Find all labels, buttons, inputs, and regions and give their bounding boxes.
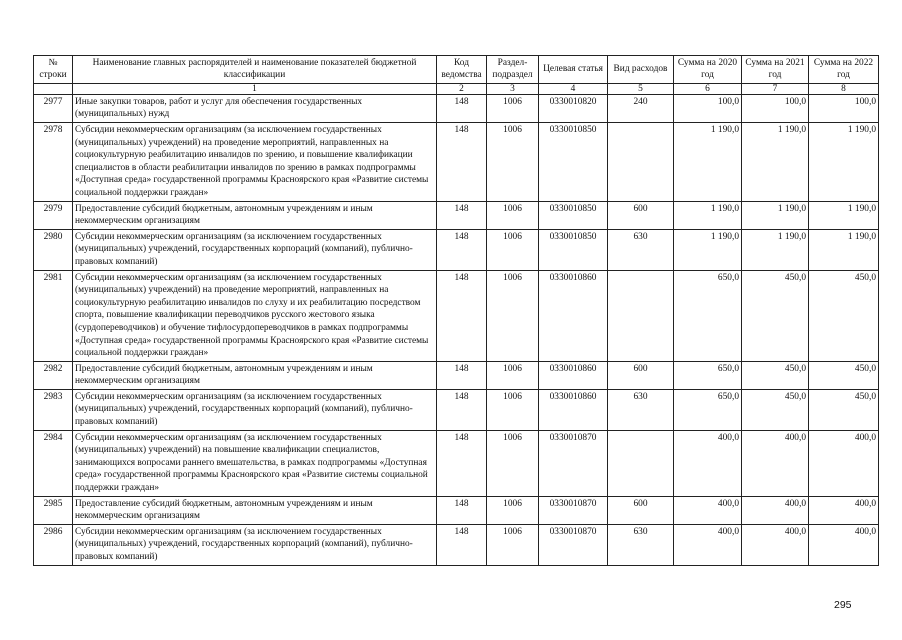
table-row [34,496,879,524]
column-number: 7 [742,83,809,94]
row-name: Субсидии некоммерческим организациям (за исключением государственных (муниципальных) учреждений) на проведение мероприятий, направленных на социокультурную реабилитацию инвалидов по зрению, и повышение квалификации специалистов в области реабилитации инвалидов по зрению в рамках подпрограммы «Доступная среда» государственной программы Красноярского края «Развитие системы социальной поддержки граждан» [73,123,437,202]
row-target-article: 0330010870 [539,524,608,565]
row-section: 1006 [487,430,539,496]
row-sum-2020: 650,0 [674,361,742,389]
row-sum-2021: 1 190,0 [742,123,809,202]
row-name: Субсидии некоммерческим организациям (за исключением государственных (муниципальных) учреждений) на проведение мероприятий, направленных на социокультурную реабилитацию инвалидов по слуху и их реабилитацию посредством спорта, повышение квалификации переводчиков русского жестового языка (сурдопереводчиков) и обучение тифлосурдопереводчиков в рамках подпрограммы «Доступная среда» государственной программы Красноярского края «Развитие системы социальной поддержки граждан» [73,270,437,361]
row-section: 1006 [487,229,539,270]
row-sum-2022: 450,0 [809,361,879,389]
row-dept-code: 148 [437,94,487,122]
row-name: Иные закупки товаров, работ и услуг для обеспечения государственных (муниципальных) нужд [73,94,437,122]
column-number: 6 [674,83,742,94]
table-row [34,270,879,361]
header-row-number: № строки [34,56,73,84]
row-target-article: 0330010860 [539,270,608,361]
row-sum-2020: 100,0 [674,94,742,122]
row-expense-kind [608,123,674,202]
row-section: 1006 [487,94,539,122]
row-target-article: 0330010850 [539,201,608,229]
row-target-article: 0330010850 [539,229,608,270]
row-section: 1006 [487,524,539,565]
row-name: Предоставление субсидий бюджетным, автономным учреждениям и иным некоммерческим организациям [73,496,437,524]
table-row [34,524,879,565]
header-sum-2021: Сумма на 2021 год [742,56,809,84]
header-dept-code: Код ведомства [437,56,487,84]
row-sum-2021: 100,0 [742,94,809,122]
header-expense-kind: Вид расходов [608,56,674,84]
row-expense-kind: 630 [608,229,674,270]
row-expense-kind: 630 [608,389,674,430]
row-number: 2981 [34,270,73,361]
row-sum-2021: 400,0 [742,524,809,565]
header-sum-2022: Сумма на 2022 год [809,56,879,84]
row-expense-kind: 600 [608,496,674,524]
row-number: 2984 [34,430,73,496]
row-sum-2022: 100,0 [809,94,879,122]
row-number: 2978 [34,123,73,202]
row-dept-code: 148 [437,496,487,524]
row-sum-2022: 1 190,0 [809,201,879,229]
row-number: 2985 [34,496,73,524]
row-section: 1006 [487,270,539,361]
header-name: Наименование главных распорядителей и наименование показателей бюджетной классификации [73,56,437,84]
row-expense-kind: 600 [608,361,674,389]
row-sum-2022: 1 190,0 [809,123,879,202]
row-target-article: 0330010870 [539,496,608,524]
row-number: 2986 [34,524,73,565]
row-number: 2979 [34,201,73,229]
row-sum-2020: 650,0 [674,270,742,361]
column-number: 4 [539,83,608,94]
row-sum-2022: 400,0 [809,496,879,524]
row-sum-2021: 450,0 [742,361,809,389]
row-sum-2021: 450,0 [742,389,809,430]
column-number: 2 [437,83,487,94]
row-name: Субсидии некоммерческим организациям (за исключением государственных (муниципальных) учреждений, государственных корпораций (компаний), публично-правовых компаний) [73,389,437,430]
row-sum-2021: 400,0 [742,430,809,496]
row-dept-code: 148 [437,270,487,361]
row-name: Субсидии некоммерческим организациям (за исключением государственных (муниципальных) учреждений, государственных корпораций (компаний), публично-правовых компаний) [73,524,437,565]
row-number: 2983 [34,389,73,430]
row-expense-kind: 240 [608,94,674,122]
row-number: 2977 [34,94,73,122]
row-number: 2982 [34,361,73,389]
row-name: Предоставление субсидий бюджетным, автономным учреждениям и иным некоммерческим организациям [73,201,437,229]
row-sum-2020: 400,0 [674,496,742,524]
row-name: Предоставление субсидий бюджетным, автономным учреждениям и иным некоммерческим организациям [73,361,437,389]
row-expense-kind: 630 [608,524,674,565]
header-row [34,56,879,84]
page-number: 295 [834,599,852,611]
row-sum-2020: 400,0 [674,430,742,496]
row-sum-2022: 1 190,0 [809,229,879,270]
row-section: 1006 [487,389,539,430]
row-sum-2020: 1 190,0 [674,201,742,229]
row-expense-kind [608,430,674,496]
column-number: 3 [487,83,539,94]
header-sum-2020: Сумма на 2020 год [674,56,742,84]
row-sum-2022: 450,0 [809,270,879,361]
row-sum-2020: 1 190,0 [674,229,742,270]
table-row [34,430,879,496]
table-row [34,123,879,202]
row-sum-2022: 450,0 [809,389,879,430]
row-dept-code: 148 [437,430,487,496]
row-sum-2021: 1 190,0 [742,201,809,229]
row-number: 2980 [34,229,73,270]
row-sum-2020: 1 190,0 [674,123,742,202]
row-dept-code: 148 [437,123,487,202]
table-row [34,361,879,389]
header-target-article: Целевая статья [539,56,608,84]
row-sum-2020: 400,0 [674,524,742,565]
row-target-article: 0330010850 [539,123,608,202]
table-row [34,389,879,430]
row-sum-2020: 650,0 [674,389,742,430]
column-number [34,83,73,94]
column-number: 5 [608,83,674,94]
row-section: 1006 [487,496,539,524]
row-section: 1006 [487,361,539,389]
row-section: 1006 [487,123,539,202]
column-number: 1 [73,83,437,94]
row-name: Субсидии некоммерческим организациям (за исключением государственных (муниципальных) учреждений, государственных корпораций (компаний), публично-правовых компаний) [73,229,437,270]
row-target-article: 0330010860 [539,361,608,389]
table-row [34,94,879,122]
column-number-row [34,83,879,94]
row-expense-kind: 600 [608,201,674,229]
row-sum-2021: 450,0 [742,270,809,361]
budget-table [33,55,879,566]
row-section: 1006 [487,201,539,229]
row-target-article: 0330010860 [539,389,608,430]
row-target-article: 0330010820 [539,94,608,122]
column-number: 8 [809,83,879,94]
row-name: Субсидии некоммерческим организациям (за исключением государственных (муниципальных) учреждений) на повышение квалификации специалистов, занимающихся вопросами раннего вмешательства, в рамках подпрограммы «Доступная среда» государственной программы Красноярского края «Развитие системы социальной поддержки граждан» [73,430,437,496]
table-row [34,229,879,270]
table-row [34,201,879,229]
header-section: Раздел-подраздел [487,56,539,84]
row-expense-kind [608,270,674,361]
row-target-article: 0330010870 [539,430,608,496]
row-dept-code: 148 [437,361,487,389]
row-dept-code: 148 [437,229,487,270]
row-dept-code: 148 [437,524,487,565]
row-dept-code: 148 [437,389,487,430]
row-dept-code: 148 [437,201,487,229]
row-sum-2022: 400,0 [809,430,879,496]
row-sum-2022: 400,0 [809,524,879,565]
row-sum-2021: 400,0 [742,496,809,524]
row-sum-2021: 1 190,0 [742,229,809,270]
